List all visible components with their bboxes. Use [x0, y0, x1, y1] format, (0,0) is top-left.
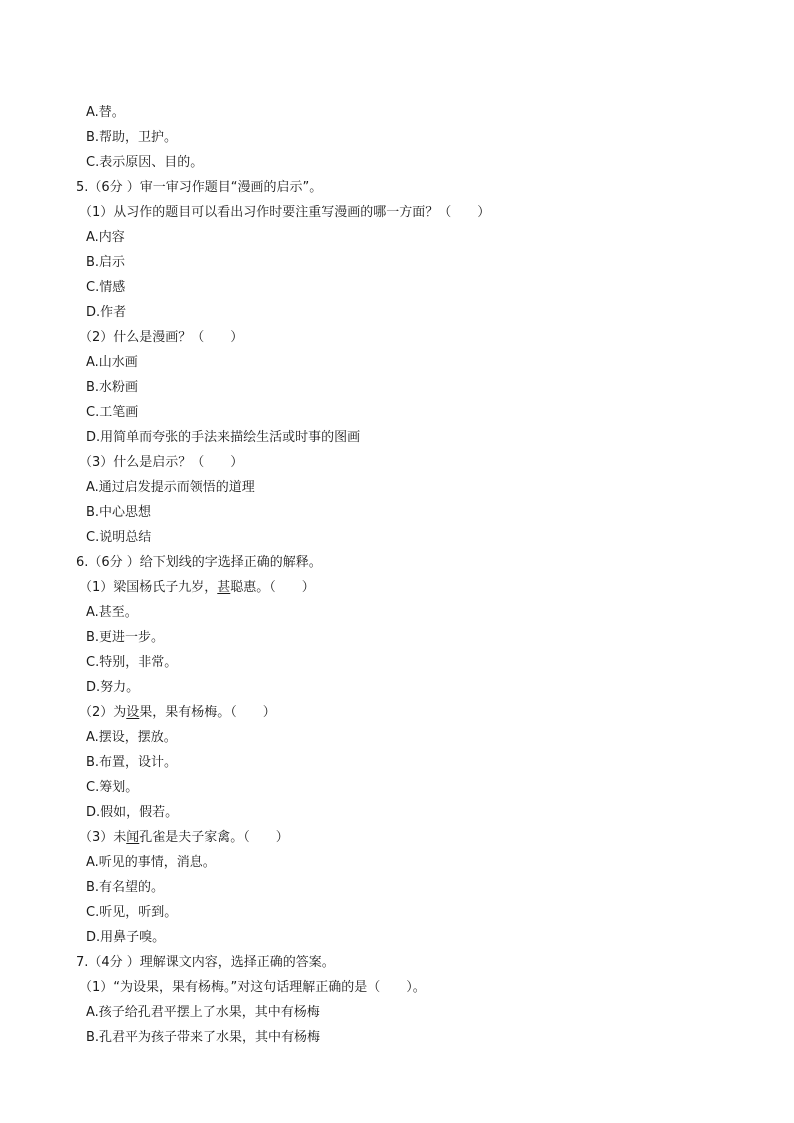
question-7-sub-1: （1）“为设果，果有杨梅。”对这句话理解正确的是（ ）。: [79, 980, 426, 995]
option-a: A.山水画: [86, 355, 138, 370]
option-a: A.替。: [86, 105, 125, 120]
option-d: D.用鼻子嗅。: [86, 930, 166, 945]
question-6-title: 6.（6分 ）给下划线的字选择正确的解释。: [76, 555, 322, 570]
question-5-title: 5.（6分 ）审一审习作题目“漫画的启示”。: [76, 180, 323, 195]
sub-text-before: （3）未: [79, 830, 127, 845]
option-a: A.听见的事情，消息。: [86, 855, 216, 870]
option-c: C.情感: [86, 280, 126, 295]
question-5-sub-3: （3）什么是启示？（ ）: [79, 455, 244, 470]
question-6-sub-3: [79, 829, 289, 847]
option-c: C.表示原因、目的。: [86, 155, 204, 170]
option-b: B.帮助，卫护。: [86, 130, 178, 145]
option-d: D.努力。: [86, 680, 140, 695]
option-d: D.假如，假若。: [86, 805, 179, 820]
underlined-char: 设: [126, 705, 140, 720]
question-7-title: 7.（4分 ）理解课文内容，选择正确的答案。: [76, 955, 335, 970]
option-a: A.摆设，摆放。: [86, 730, 177, 745]
question-5-sub-2: （2）什么是漫画？（ ）: [79, 330, 244, 345]
option-b: B.有名望的。: [86, 880, 165, 895]
sub-text-after: 聪惠。（ ）: [230, 580, 315, 595]
option-c: C.工笔画: [86, 405, 139, 420]
option-a: A.通过启发提示而领悟的道理: [86, 480, 255, 495]
option-b: B.中心思想: [86, 505, 152, 520]
underlined-char: 甚: [217, 580, 231, 595]
sub-text-after: 孔雀是夫子家禽。（ ）: [139, 830, 289, 845]
option-b: B.启示: [86, 255, 126, 270]
option-d: D.作者: [86, 305, 127, 320]
option-a: A.孩子给孔君平摆上了水果，其中有杨梅: [86, 1005, 320, 1020]
option-c: C.特别，非常。: [86, 655, 178, 670]
option-b: B.更进一步。: [86, 630, 165, 645]
option-b: B.水粉画: [86, 380, 139, 395]
underlined-char: 闻: [126, 830, 140, 845]
option-b: B.布置，设计。: [86, 755, 178, 770]
option-b: B.孔君平为孩子带来了水果，其中有杨梅: [86, 1030, 321, 1045]
question-6-sub-1: [79, 579, 315, 597]
question-6-sub-2: [79, 704, 276, 722]
option-a: A.甚至。: [86, 605, 138, 620]
sub-text-after: 果，果有杨梅。（ ）: [139, 705, 276, 720]
option-c: C.筹划。: [86, 780, 139, 795]
question-5-sub-1: （1）从习作的题目可以看出习作时要注重写漫画的哪一方面？（ ）: [79, 205, 491, 220]
option-d: D.用简单而夸张的手法来描绘生活或时事的图画: [86, 430, 361, 445]
sub-text-before: （2）为: [79, 705, 127, 720]
option-c: C.听见，听到。: [86, 905, 178, 920]
option-c: C.说明总结: [86, 530, 152, 545]
sub-text-before: （1）梁国杨氏子九岁，: [79, 580, 218, 595]
option-a: A.内容: [86, 230, 125, 245]
